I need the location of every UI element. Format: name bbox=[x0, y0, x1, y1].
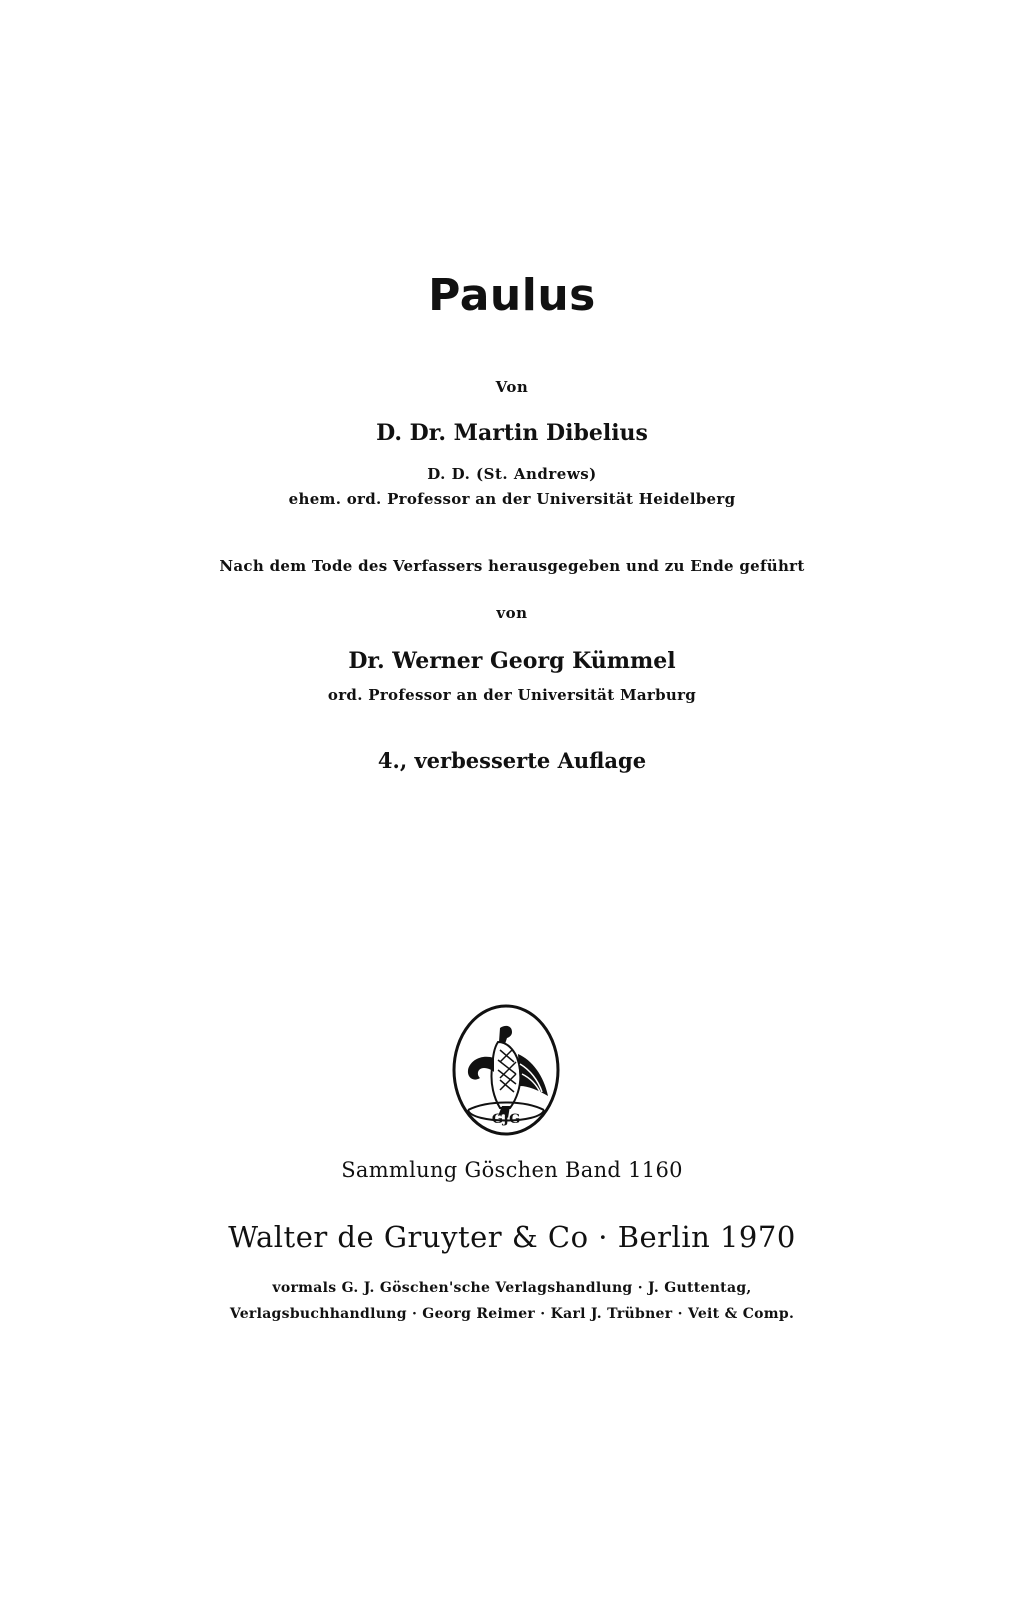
svg-text:GJG: GJG bbox=[491, 1112, 521, 1127]
by-label: Von bbox=[495, 378, 529, 396]
publisher-line: Walter de Gruyter & Co · Berlin 1970 bbox=[228, 1220, 796, 1254]
author-degree: D. D. (St. Andrews) bbox=[427, 465, 597, 483]
series-line: Sammlung Göschen Band 1160 bbox=[341, 1158, 683, 1182]
completion-note: Nach dem Tode des Verfassers herausgegeben und zu Ende geführt bbox=[219, 557, 805, 575]
book-title: Paulus bbox=[428, 270, 596, 321]
editor-name: Dr. Werner Georg Kümmel bbox=[348, 648, 676, 674]
edition: 4., verbesserte Auflage bbox=[377, 748, 647, 773]
by-label-editor: von bbox=[496, 604, 528, 622]
eagle-emblem-icon bbox=[450, 1002, 562, 1138]
author-name: D. Dr. Martin Dibelius bbox=[376, 420, 648, 446]
author-position: ehem. ord. Professor an der Universität Heidelberg bbox=[288, 490, 736, 508]
publisher-history-line-1: vormals G. J. Göschen'sche Verlagshandlung · J. Guttentag, bbox=[272, 1280, 752, 1296]
editor-position: ord. Professor an der Universität Marburg bbox=[327, 686, 697, 704]
publisher-history-line-2: Verlagsbuchhandlung · Georg Reimer · Karl J. Trübner · Veit & Comp. bbox=[229, 1306, 795, 1322]
